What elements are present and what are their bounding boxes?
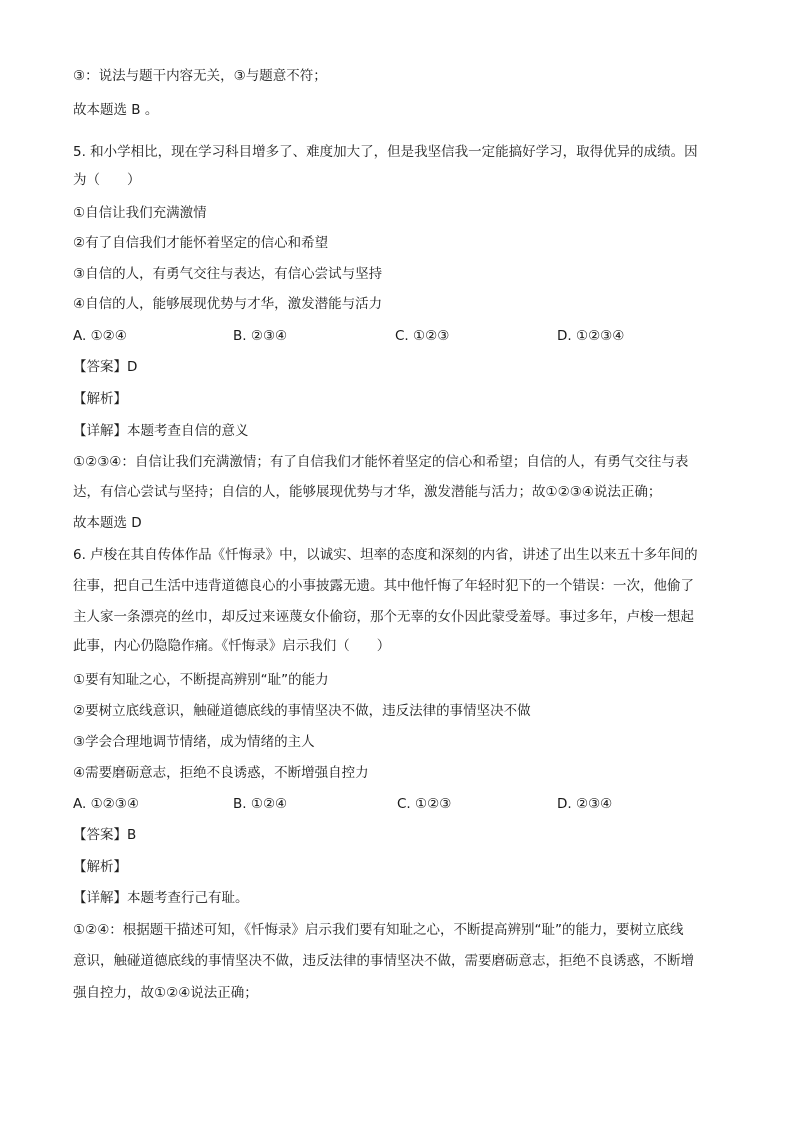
q5-stem-line-1: 5. 和小学相比，现在学习科目增多了、难度加大了，但是我坚信我一定能搞好学习，取得优异的成绩。因: [73, 144, 698, 160]
q6-detail: 【详解】本题考查行己有耻。: [73, 890, 249, 906]
q5-option-b: B. ②③④: [233, 328, 288, 344]
q6-explanation-line-3: 强自控力，故①②④说法正确；: [73, 985, 258, 1001]
q5-item-3: ③自信的人，有勇气交往与表达，有信心尝试与坚持: [73, 266, 383, 282]
q5-conclusion: 故本题选 D: [73, 515, 142, 531]
q6-explanation-line-2: 意识，触碰道德底线的事情坚决不做，违反法律的事情坚决不做，需要磨砺意志，拒绝不良诱惑，不断增: [73, 953, 694, 969]
q5-option-c: C. ①②③: [395, 328, 450, 344]
prev-conclusion: 故本题选 B 。: [73, 102, 159, 118]
q6-analysis-heading: 【解析】: [73, 859, 127, 875]
q5-explanation-line-1: ①②③④：自信让我们充满激情；有了自信我们才能怀着坚定的信心和希望；自信的人，有勇气交往与表: [73, 454, 689, 470]
q5-answer: 【答案】D: [73, 359, 138, 375]
q6-stem-line-3: 主人家一条漂亮的丝巾，却反过来诬蔑女仆偷窃，那个无辜的女仆因此蒙受羞辱。事过多年，卢梭一想起: [73, 609, 694, 625]
q6-option-b: B. ①②④: [233, 796, 288, 812]
q5-analysis-heading: 【解析】: [73, 391, 127, 407]
q6-stem-line-2: 往事，把自己生活中违背道德良心的小事披露无遗。其中他忏悔了年轻时犯下的一个错误：一次，他偷了: [73, 578, 694, 594]
q5-item-2: ②有了自信我们才能怀着坚定的信心和希望: [73, 235, 329, 251]
q5-stem-line-2: 为（ ）: [73, 172, 141, 188]
q5-option-a: A. ①②④: [73, 328, 127, 344]
q5-item-4: ④自信的人，能够展现优势与才华，激发潜能与活力: [73, 296, 383, 312]
q6-item-4: ④需要磨砺意志，拒绝不良诱惑，不断增强自控力: [73, 765, 369, 781]
q5-option-d: D. ①②③④: [557, 328, 625, 344]
q6-stem-line-4: 此事，内心仍隐隐作痛。《忏悔录》启示我们（ ）: [73, 638, 391, 654]
q5-item-1: ①自信让我们充满激情: [73, 205, 207, 221]
q6-item-2: ②要树立底线意识，触碰道德底线的事情坚决不做，违反法律的事情坚决不做: [73, 703, 531, 719]
q5-detail: 【详解】本题考查自信的意义: [73, 423, 249, 439]
q6-stem-line-1: 6. 卢梭在其自传体作品《忏悔录》中，以诚实、坦率的态度和深刻的内省，讲述了出生以来五十多年间的: [73, 547, 698, 563]
q6-option-a: A. ①②③④: [73, 796, 139, 812]
q6-option-d: D. ②③④: [557, 796, 613, 812]
q6-option-c: C. ①②③: [397, 796, 452, 812]
q6-item-3: ③学会合理地调节情绪，成为情绪的主人: [73, 734, 315, 750]
q6-item-1: ①要有知耻之心，不断提高辨别“耻”的能力: [73, 672, 329, 688]
q5-explanation-line-2: 达，有信心尝试与坚持；自信的人，能够展现优势与才华，激发潜能与活力；故①②③④说法正确；: [73, 484, 662, 500]
prev-explanation-line: ③：说法与题干内容无关，③与题意不符；: [73, 68, 327, 84]
q6-explanation-line-1: ①②④：根据题干描述可知，《忏悔录》启示我们要有知耻之心，不断提高辨别“耻”的能力，要树立底线: [73, 922, 684, 938]
q6-answer: 【答案】B: [73, 827, 137, 843]
